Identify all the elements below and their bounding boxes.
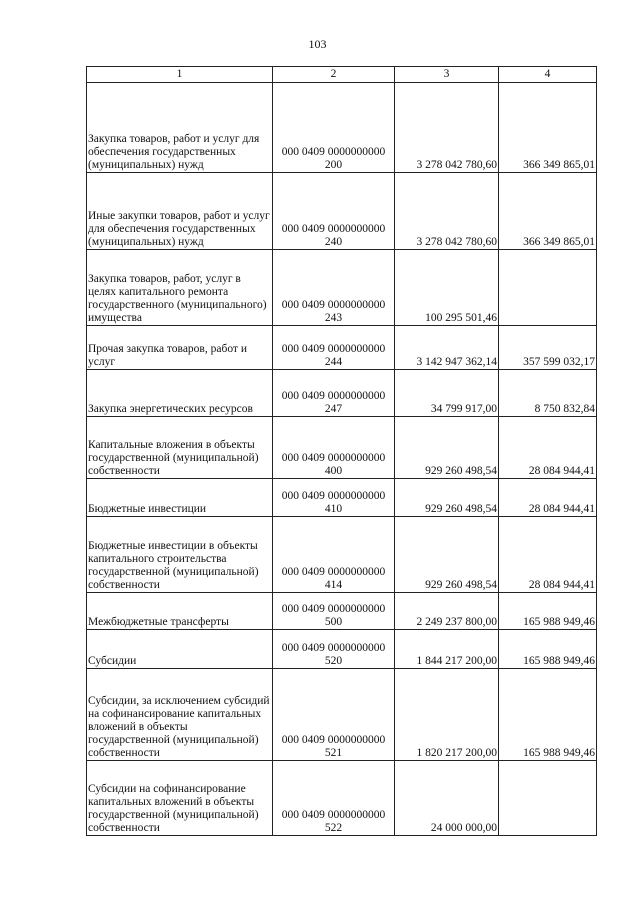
- row-name: Закупка товаров, работ, услуг в целях капитального ремонта государственного (муниципального) имущества: [87, 250, 273, 326]
- row-name: Иные закупки товаров, работ и услуг для обеспечения государственных (муниципальных) нужд: [87, 173, 273, 250]
- row-value-4: 366 349 865,01: [499, 83, 597, 173]
- row-value-4: 8 750 832,84: [499, 370, 597, 417]
- row-code: 000 0409 0000000000 400: [273, 417, 395, 479]
- row-value-3: 3 278 042 780,60: [395, 173, 499, 250]
- row-code: 000 0409 0000000000 200: [273, 83, 395, 173]
- row-code: 000 0409 0000000000 247: [273, 370, 395, 417]
- table-row: [87, 326, 597, 370]
- column-header-2: 2: [273, 67, 395, 83]
- row-value-3: 3 142 947 362,14: [395, 326, 499, 370]
- row-value-4: 165 988 949,46: [499, 669, 597, 761]
- row-value-3: 1 844 217 200,00: [395, 630, 499, 669]
- row-name: Бюджетные инвестиции в объекты капитального строительства государственной (муниципальной) собственности: [87, 517, 273, 593]
- row-code: 000 0409 0000000000 244: [273, 326, 395, 370]
- table-row: [87, 83, 597, 173]
- table-row: [87, 370, 597, 417]
- row-value-3: 929 260 498,54: [395, 479, 499, 517]
- row-value-4: [499, 250, 597, 326]
- table-row: [87, 630, 597, 669]
- table-row: [87, 250, 597, 326]
- budget-table: [86, 66, 597, 836]
- table-row: [87, 669, 597, 761]
- row-value-4: 165 988 949,46: [499, 593, 597, 630]
- row-name: Закупка энергетических ресурсов: [87, 370, 273, 417]
- row-code: 000 0409 0000000000 410: [273, 479, 395, 517]
- column-header-3: 3: [395, 67, 499, 83]
- table-row: [87, 517, 597, 593]
- row-value-3: 34 799 917,00: [395, 370, 499, 417]
- row-name: Закупка товаров, работ и услуг для обеспечения государственных (муниципальных) нужд: [87, 83, 273, 173]
- row-value-4: 165 988 949,46: [499, 630, 597, 669]
- column-header-1: 1: [87, 67, 273, 83]
- table-row: [87, 173, 597, 250]
- row-value-4: 28 084 944,41: [499, 517, 597, 593]
- page-number: 103: [308, 37, 327, 51]
- row-name: Бюджетные инвестиции: [87, 479, 273, 517]
- row-code: 000 0409 0000000000 522: [273, 761, 395, 836]
- row-value-3: 929 260 498,54: [395, 517, 499, 593]
- table-header-row: [87, 67, 597, 83]
- row-value-4: [499, 761, 597, 836]
- row-value-4: 366 349 865,01: [499, 173, 597, 250]
- row-value-3: 100 295 501,46: [395, 250, 499, 326]
- table-row: [87, 479, 597, 517]
- row-value-3: 24 000 000,00: [395, 761, 499, 836]
- row-value-3: 2 249 237 800,00: [395, 593, 499, 630]
- row-code: 000 0409 0000000000 243: [273, 250, 395, 326]
- row-value-4: 28 084 944,41: [499, 417, 597, 479]
- row-value-4: 28 084 944,41: [499, 479, 597, 517]
- row-name: Прочая закупка товаров, работ и услуг: [87, 326, 273, 370]
- row-value-3: 1 820 217 200,00: [395, 669, 499, 761]
- row-name: Субсидии, за исключением субсидий на софинансирование капитальных вложений в объекты государственной (муниципальной) собственности: [87, 669, 273, 761]
- row-name: Субсидии: [87, 630, 273, 669]
- row-code: 000 0409 0000000000 520: [273, 630, 395, 669]
- row-name: Межбюджетные трансферты: [87, 593, 273, 630]
- row-code: 000 0409 0000000000 500: [273, 593, 395, 630]
- column-header-4: 4: [499, 67, 597, 83]
- row-code: 000 0409 0000000000 521: [273, 669, 395, 761]
- row-name: Капитальные вложения в объекты государственной (муниципальной) собственности: [87, 417, 273, 479]
- row-value-4: 357 599 032,17: [499, 326, 597, 370]
- table-row: [87, 593, 597, 630]
- row-code: 000 0409 0000000000 414: [273, 517, 395, 593]
- table-row: [87, 761, 597, 836]
- row-value-3: 929 260 498,54: [395, 417, 499, 479]
- row-value-3: 3 278 042 780,60: [395, 83, 499, 173]
- row-name: Субсидии на софинансирование капитальных вложений в объекты государственной (муниципальной) собственности: [87, 761, 273, 836]
- table-row: [87, 417, 597, 479]
- row-code: 000 0409 0000000000 240: [273, 173, 395, 250]
